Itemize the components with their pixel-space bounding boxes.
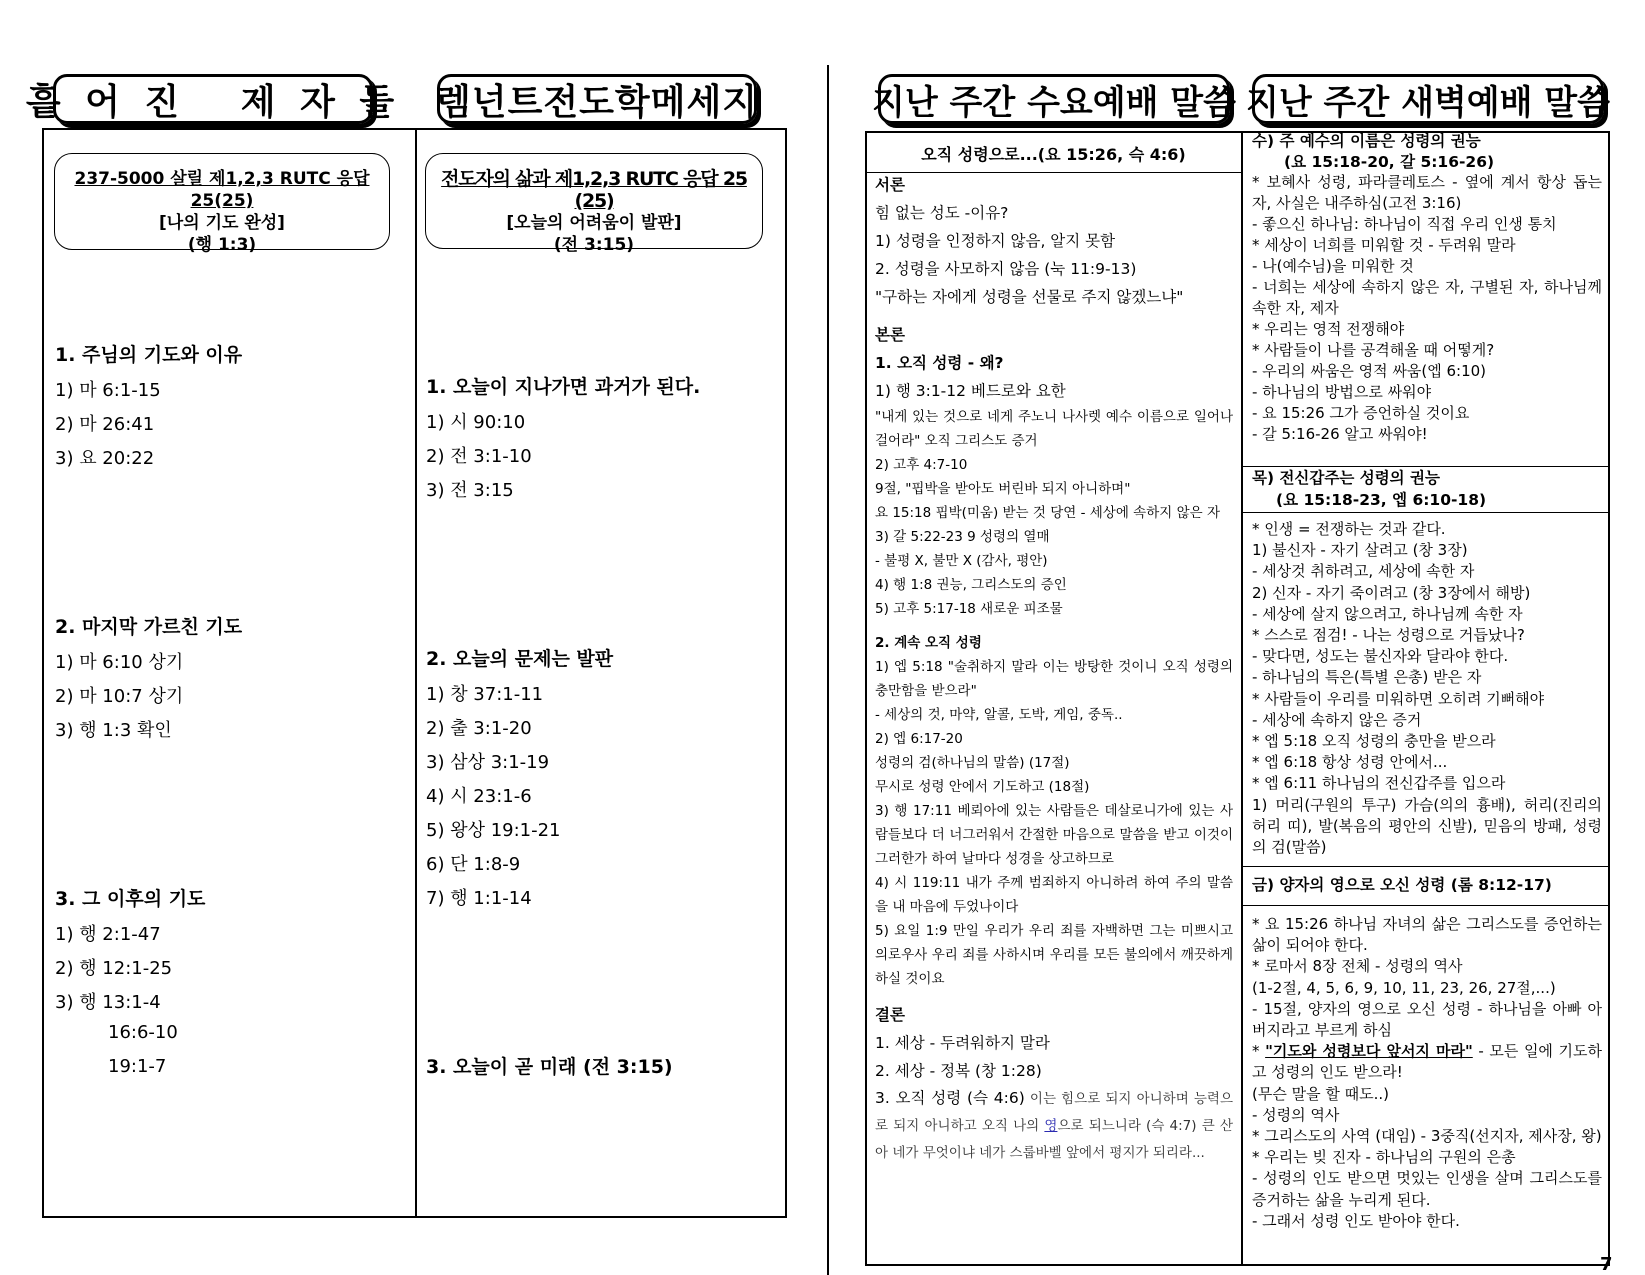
wed-spirit-link[interactable]: 영 <box>1044 1118 1058 1134</box>
panel2-callout-ref: (전 3:15) <box>553 235 635 255</box>
right-column-divider <box>1241 132 1243 1265</box>
wed-sermon-last-head: 3. 오직 성령 (슥 4:6) <box>875 1089 1025 1107</box>
text-line: * 엡 6:11 하나님의 전신갑주를 입으라 <box>1252 774 1506 793</box>
page-number: 7 <box>1600 1254 1613 1275</box>
wed-sermon-last <box>875 1085 1233 1167</box>
dawn-fri-quote: "기도와 성령보다 앞서지 마라" <box>1265 1042 1473 1061</box>
text-line: 3) 갈 5:22-23 9 성령의 열매 <box>875 529 1050 545</box>
dawn-fri-quote-rest: - 모든 일에 기도하고 성령의 인도 받으라! <box>1252 1042 1602 1082</box>
header-dawn <box>1246 74 1610 124</box>
wed-sermon-last-text2: 으로 되느니라 (슥 4:7) 큰 산아 네가 무엇이냐 네가 스룹바벨 앞에서 평지가 되리라... <box>875 1118 1233 1161</box>
text-line: 힘 없는 성도 -이유? <box>875 204 1009 222</box>
text-line: 2. 세상 - 정복 (창 1:28) <box>875 1062 1042 1080</box>
panel1-s2-item: 3) 행 1:3 확인 <box>55 720 172 741</box>
panel1-s1-item: 1) 마 6:1-15 <box>55 380 161 401</box>
header-wednesday <box>872 74 1236 124</box>
dawn-fri-lines-2 <box>1252 1084 1602 1232</box>
header-scattered-disciples <box>25 74 401 124</box>
text-line: 1) 머리(구원의 투구) 가슴(의의 흉배), 허리(진리의 허리 띠), 발(복음의 평안의 신발), 믿음의 방패, 성령의 검(말씀) <box>1252 795 1602 857</box>
dawn-fri-lines-1 <box>1252 914 1602 1041</box>
text-line: - 성령의 인도 받으면 멋있는 인생을 살며 그리스도를 증거하는 삶을 누리게 된다. <box>1252 1169 1602 1209</box>
dawn-wed-title: 수) 주 예수의 이름은 성령의 권능 <box>1252 132 1481 150</box>
panel2-section1-title: 1. 오늘이 지나가면 과거가 된다. <box>426 376 701 398</box>
text-line: 5) 요일 1:9 만일 우리가 우리 죄를 자백하면 그는 미쁘시고 의로우사 우리 죄를 사하시며 우리를 모든 불의에서 깨끗하게 하실 것이요 <box>875 923 1233 987</box>
text-line: 성령의 검(하나님의 말씀) (17절) <box>875 755 1070 771</box>
text-line: 1) 불신자 - 자기 살려고 (창 3장) <box>1252 541 1468 560</box>
panel2-s2-item: 7) 행 1:1-14 <box>426 888 532 909</box>
dawn-wed-lines <box>1252 172 1602 445</box>
text-line: - 갈 5:16-26 알고 싸워야! <box>1252 425 1428 443</box>
dawn-fri-title: 금) 양자의 영으로 오신 성령 (롬 8:12-17) <box>1252 876 1552 894</box>
text-line: 본론 <box>875 326 905 344</box>
panel2-s2-item: 2) 출 3:1-20 <box>426 718 532 739</box>
panel1-s3-item: 2) 행 12:1-25 <box>55 958 173 979</box>
header-text: 렘넌트전도학메세지 <box>436 81 758 123</box>
text-line: 4) 행 1:8 권능, 그리스도의 증인 <box>875 577 1067 593</box>
panel2-callout-title: 전도자의 삶과 제1,2,3 RUTC 응답 25 (25) <box>441 168 747 212</box>
dawn-thu-ref: (요 15:18-23, 엡 6:10-18) <box>1276 491 1487 509</box>
text-line: "구하는 자에게 성령을 선물로 주지 않겠느냐" <box>875 288 1184 306</box>
header-remnant-message <box>437 74 757 124</box>
dawn-thu-block <box>1252 468 1602 858</box>
panel2-s2-item: 6) 단 1:8-9 <box>426 854 521 875</box>
panel2-s2-item: 5) 왕상 19:1-21 <box>426 820 561 841</box>
dawn-thu-rule <box>1242 866 1609 867</box>
text-line: 2) 고후 4:7-10 <box>875 457 968 473</box>
panel2-s2-item: 1) 창 37:1-11 <box>426 684 544 705</box>
text-line: * 사람들이 우리를 미워하면 오히려 기뻐해야 <box>1252 689 1545 708</box>
dawn-fri-quote-line: * "기도와 성령보다 앞서지 마라" - 모든 일에 기도하고 성령의 인도 받으라! <box>1252 1042 1602 1082</box>
text-line: - 하나님의 특은(특별 은총) 받은 자 <box>1252 668 1482 687</box>
wed-sermon-body <box>875 171 1233 1167</box>
text-line: * 엡 5:18 오직 성령의 충만을 받으라 <box>1252 732 1496 751</box>
panel1-s3-item: 3) 행 13:1-4 <box>55 992 161 1013</box>
text-line: 2) 신자 - 자기 죽이려고 (창 3장에서 해방) <box>1252 583 1531 602</box>
dawn-fri-block <box>1252 874 1602 1232</box>
dawn-wed-ref: (요 15:18-20, 갈 5:16-26) <box>1284 153 1495 171</box>
text-line: 1) 행 3:1-12 베드로와 요한 <box>875 382 1066 400</box>
panel1-s3-item: 1) 행 2:1-47 <box>55 924 161 945</box>
dawn-wed-block <box>1252 131 1602 445</box>
panel2-callout <box>425 153 763 255</box>
text-line: 요 15:18 핍박(미움) 받는 것 당연 - 세상에 속하지 않은 자 <box>875 505 1221 521</box>
text-line: - 우리의 싸움은 영적 싸움(엡 6:10) <box>1252 362 1487 380</box>
panel1-section3-title: 3. 그 이후의 기도 <box>55 888 206 910</box>
text-line: 서론 <box>875 176 905 194</box>
text-line: - 나(예수님)을 미워한 것 <box>1252 257 1414 275</box>
text-line: - 요 15:26 그가 증언하실 것이요 <box>1252 404 1470 422</box>
dawn-thu-title: 목) 전신갑주는 성령의 권능 <box>1252 469 1440 487</box>
header-text: 지난 주간 새벽예배 말씀 <box>1246 82 1610 123</box>
wed-sermon-last-text: 이는 힘으로 되지 아니하며 능력으로 되지 아니하고 오직 나의 <box>875 1091 1233 1134</box>
left-column-divider <box>415 129 417 1217</box>
text-line: - 세상에 속하지 않은 증거 <box>1252 710 1422 729</box>
text-line: - 불평 X, 불만 X (감사, 평안) <box>875 553 1048 569</box>
text-line: (무슨 말을 할 때도..) <box>1252 1084 1389 1103</box>
text-line: * 엡 6:18 항상 성령 안에서... <box>1252 753 1448 772</box>
text-line: 무시로 성령 안에서 기도하고 (18절) <box>875 779 1090 795</box>
text-line: (1-2절, 4, 5, 6, 9, 10, 11, 23, 26, 27절,...) <box>1252 978 1556 997</box>
panel1-s2-item: 2) 마 10:7 상기 <box>55 686 184 707</box>
panel1-section1-title: 1. 주님의 기도와 이유 <box>55 344 243 366</box>
dawn-wed-rule <box>1242 466 1609 467</box>
header-text: 흩 어 진 제 자 들 <box>25 81 401 123</box>
text-line: 9절, "핍박을 받아도 버린바 되지 아니하며" <box>875 481 1131 497</box>
panel2-s2-item: 4) 시 23:1-6 <box>426 786 532 807</box>
wed-sermon-title: 오직 성령으로...(요 15:26, 슥 4:6) <box>921 145 1186 164</box>
panel2-section2-title: 2. 오늘의 문제는 발판 <box>426 648 614 670</box>
text-line: 2. 계속 오직 성령 <box>875 635 982 651</box>
text-line: * 요 15:26 하나님 자녀의 삶은 그리스도를 증언하는 삶이 되어야 한다. <box>1252 915 1602 955</box>
text-line: - 세상것 취하려고, 세상에 속한 자 <box>1252 562 1475 581</box>
text-line: - 너희는 세상에 속하지 않은 자, 구별된 자, 하나님께 속한 자, 제자 <box>1252 278 1602 317</box>
text-line: - 세상의 것, 마약, 알콜, 도박, 게임, 중독.. <box>875 707 1123 723</box>
page-divider <box>827 65 829 1275</box>
panel1-callout-subtitle: [나의 기도 완성] <box>159 213 285 233</box>
text-line: "내게 있는 것으로 네게 주노니 나사렛 예수 이름으로 일어나 걸어라" 오직 그리스도 증거 <box>875 409 1233 449</box>
panel2-section3-title: 3. 오늘이 곧 미래 (전 3:15) <box>426 1056 673 1078</box>
panel1-callout-ref: (행 1:3) <box>187 235 257 255</box>
dawn-fri-body <box>1252 914 1602 1232</box>
panel2-s1-item: 3) 전 3:15 <box>426 480 514 501</box>
panel1-s2-item: 1) 마 6:10 상기 <box>55 652 184 673</box>
text-line: 2. 성령을 사모하지 않음 (눅 11:9-13) <box>875 260 1137 278</box>
panel2-s1-item: 2) 전 3:1-10 <box>426 446 532 467</box>
text-line: * 로마서 8장 전체 - 성령의 역사 <box>1252 957 1463 976</box>
panel1-s1-item: 2) 마 26:41 <box>55 414 155 435</box>
panel2-callout-subtitle: [오늘의 어려움이 발판] <box>506 213 682 233</box>
panel1-s3-item: 19:1-7 <box>108 1056 167 1077</box>
text-line: * 인생 = 전쟁하는 것과 같다. <box>1252 520 1446 538</box>
panel2-s2-item: 3) 삼상 3:1-19 <box>426 752 550 773</box>
text-line: - 성령의 역사 <box>1252 1105 1340 1124</box>
text-line: 4) 시 119:11 내가 주께 범죄하지 아니하려 하여 주의 말씀을 내 마음에 두었나이다 <box>875 875 1233 915</box>
text-line: 5) 고후 5:17-18 새로운 피조물 <box>875 601 1063 617</box>
panel1-callout-title: 237-5000 살릴 제1,2,3 RUTC 응답 25(25) <box>74 169 370 211</box>
text-line: - 세상에 살지 않으려고, 하나님께 속한 자 <box>1252 604 1523 623</box>
text-line: 1) 성령을 인정하지 않음, 알지 못함 <box>875 232 1116 250</box>
text-line: * 그리스도의 사역 (대임) - 3중직(선지자, 제사장, 왕) <box>1252 1127 1602 1146</box>
text-line: 3) 행 17:11 베뢰아에 있는 사람들은 데살로니가에 있는 사람들보다 더 너그러워서 간절한 마음으로 말씀을 받고 이것이 그러한가 하여 날마다 성경을 상고하므로 <box>875 803 1233 867</box>
panel1-s1-item: 3) 요 20:22 <box>55 448 155 469</box>
text-line: 1. 세상 - 두려워하지 말라 <box>875 1034 1050 1052</box>
text-line: - 하나님의 방법으로 싸워야 <box>1252 383 1432 401</box>
panel1-section2-title: 2. 마지막 가르친 기도 <box>55 616 243 638</box>
text-line: - 맞다면, 성도는 불신자와 달라야 한다. <box>1252 647 1509 666</box>
text-line: * 세상이 너희를 미워할 것 - 두려워 말라 <box>1252 236 1516 254</box>
text-line: - 그래서 성령 인도 받아야 한다. <box>1252 1211 1460 1230</box>
text-line: * 우리는 빚 진자 - 하나님의 구원의 은총 <box>1252 1148 1516 1167</box>
text-line: 2) 엡 6:17-20 <box>875 731 963 747</box>
text-line: * 우리는 영적 전쟁해야 <box>1252 320 1405 338</box>
header-text: 지난 주간 수요예배 말씀 <box>872 82 1236 123</box>
dawn-thu-lines <box>1252 519 1602 858</box>
text-line: * 사람들이 나를 공격해올 때 어떻게? <box>1252 341 1495 359</box>
text-line: * 보혜사 성령, 파라클레토스 - 옆에 계서 항상 돕는 자, 사실은 내주하심(고전 3:16) <box>1252 173 1602 212</box>
wed-sermon-lines <box>875 171 1233 1085</box>
panel1-callout <box>54 153 390 255</box>
panel1-s3-item: 16:6-10 <box>108 1022 178 1043</box>
text-line: 1) 엡 5:18 "술취하지 말라 이는 방탕한 것이니 오직 성령의 충만함을 받으라" <box>875 659 1233 699</box>
text-line: 결론 <box>875 1006 905 1024</box>
text-line: 1. 오직 성령 - 왜? <box>875 354 1004 372</box>
text-line: - 좋으신 하나님: 하나님이 직접 우리 인생 통치 <box>1252 215 1557 233</box>
panel2-s1-item: 1) 시 90:10 <box>426 412 526 433</box>
text-line: * 스스로 점검! - 나는 성령으로 거듭났나? <box>1252 626 1525 645</box>
text-line: - 15절, 양자의 영으로 오신 성령 - 하나님을 아빠 아버지라고 부르게 하심 <box>1252 999 1602 1040</box>
